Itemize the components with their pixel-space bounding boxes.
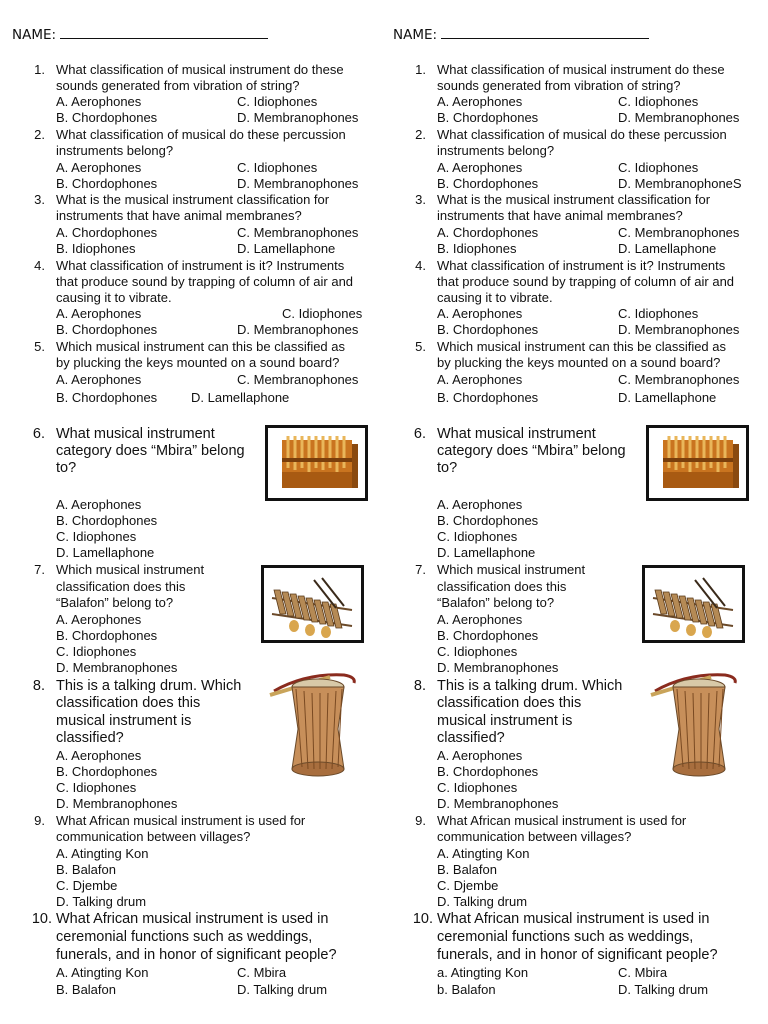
q2-number: 2. — [34, 127, 45, 142]
q4-number: 4. — [34, 258, 45, 273]
q4-text: that produce sound by trapping of column of air and — [437, 274, 735, 289]
q7-text: Which musical instrument — [437, 562, 586, 577]
q7-number: 7. — [415, 562, 426, 577]
q7-text: “Balafon” belong to? — [437, 595, 555, 610]
q4-text: causing it to vibrate. — [437, 290, 553, 305]
q8-number: 8. — [413, 678, 426, 694]
q10-option-c[interactable]: C. Mbira — [618, 965, 668, 980]
q3-text: What is the musical instrument classification for — [437, 192, 711, 207]
q5-option-c[interactable]: C. Membranophones — [618, 372, 740, 387]
q7-option-d[interactable]: D. Membranophones — [437, 660, 559, 675]
q6-number: 6. — [32, 426, 45, 442]
q4-text: causing it to vibrate. — [56, 290, 172, 305]
q9-option-a[interactable]: A. Atingting Kon — [56, 846, 149, 861]
q2-option-b[interactable]: B. Chordophones — [437, 176, 539, 191]
q4-option-b[interactable]: B. Chordophones — [437, 322, 539, 337]
q8-text: classification does this — [437, 695, 582, 711]
q10-text: funerals, and in honor of significant people? — [437, 947, 718, 963]
name-blank-line[interactable] — [60, 29, 268, 39]
talking-drum-image — [266, 669, 366, 781]
q6-text: What musical instrument — [437, 426, 596, 442]
q6-option-d[interactable]: D. Lamellaphone — [437, 545, 536, 560]
mbira-image — [646, 425, 749, 501]
q5-text: by plucking the keys mounted on a sound board? — [56, 355, 340, 370]
q7-text: classification does this — [56, 579, 186, 594]
q8-option-b[interactable]: B. Chordophones — [56, 764, 158, 779]
q9-text: What African musical instrument is used for — [56, 813, 306, 828]
q3-option-c[interactable]: C. Membranophones — [237, 225, 359, 240]
q8-option-b[interactable]: B. Chordophones — [437, 764, 539, 779]
q10-option-a[interactable]: A. Atingting Kon — [56, 965, 149, 980]
q1-number: 1. — [34, 62, 45, 77]
q4-option-a[interactable]: A. Aerophones — [437, 306, 523, 321]
q9-option-c[interactable]: C. Djembe — [56, 878, 118, 893]
q2-text: instruments belong? — [437, 143, 555, 158]
q10-option-c[interactable]: C. Mbira — [237, 965, 287, 980]
q2-option-a[interactable]: A. Aerophones — [437, 160, 523, 175]
q2-option-d[interactable]: D. MembranophoneS — [618, 176, 742, 191]
q8-option-a[interactable]: A. Aerophones — [437, 748, 523, 763]
q6-text: category does “Mbira” belong — [56, 443, 245, 459]
q3-option-b[interactable]: B. Idiophones — [56, 241, 136, 256]
q2-option-c[interactable]: C. Idiophones — [618, 160, 699, 175]
q10-number: 10. — [31, 911, 52, 927]
q10-text: ceremonial functions such as weddings, — [56, 929, 313, 945]
q3-text: What is the musical instrument classification for — [56, 192, 330, 207]
q9-option-a[interactable]: A. Atingting Kon — [437, 846, 530, 861]
q9-text: communication between villages? — [437, 829, 632, 844]
q5-number: 5. — [34, 339, 45, 354]
q4-option-d[interactable]: D. Membranophones — [618, 322, 740, 337]
q6-text: What musical instrument — [56, 426, 215, 442]
q8-text: classified? — [56, 730, 124, 746]
q2-text: What classification of musical do these percussion — [437, 127, 727, 142]
q10-option-d[interactable]: D. Talking drum — [237, 982, 328, 997]
q7-text: “Balafon” belong to? — [56, 595, 174, 610]
name-field[interactable]: NAME: — [393, 27, 649, 43]
name-blank-line[interactable] — [441, 29, 649, 39]
q4-number: 4. — [415, 258, 426, 273]
q4-option-a[interactable]: A. Aerophones — [56, 306, 142, 321]
q5-text: Which musical instrument can this be classified as — [56, 339, 346, 354]
q10-text: funerals, and in honor of significant people? — [56, 947, 337, 963]
q3-number: 3. — [34, 192, 45, 207]
q7-text: classification does this — [437, 579, 567, 594]
q9-option-b[interactable]: B. Balafon — [437, 862, 497, 877]
q1-option-c[interactable]: C. Idiophones — [618, 94, 699, 109]
q8-option-d[interactable]: D. Membranophones — [437, 796, 559, 811]
q10-text: What African musical instrument is used in — [56, 911, 329, 927]
q4-text: What classification of instrument is it? Instruments — [56, 258, 345, 273]
q3-option-c[interactable]: C. Membranophones — [618, 225, 740, 240]
q1-text: sounds generated from vibration of string? — [437, 78, 681, 93]
q1-option-d[interactable]: D. Membranophones — [237, 110, 359, 125]
q9-number: 9. — [34, 813, 45, 828]
q8-option-d[interactable]: D. Membranophones — [56, 796, 178, 811]
balafon-image — [261, 565, 364, 643]
q1-option-a[interactable]: A. Aerophones — [437, 94, 523, 109]
q3-option-d[interactable]: D. Lamellaphone — [618, 241, 717, 256]
q8-number: 8. — [32, 678, 45, 694]
q1-option-c[interactable]: C. Idiophones — [237, 94, 318, 109]
q1-number: 1. — [415, 62, 426, 77]
q9-option-b[interactable]: B. Balafon — [56, 862, 116, 877]
q9-option-c[interactable]: C. Djembe — [437, 878, 499, 893]
q7-option-a[interactable]: A. Aerophones — [56, 612, 142, 627]
q2-option-c[interactable]: C. Idiophones — [237, 160, 318, 175]
q7-option-b[interactable]: B. Chordophones — [437, 628, 539, 643]
q3-number: 3. — [415, 192, 426, 207]
q8-option-a[interactable]: A. Aerophones — [56, 748, 142, 763]
q2-number: 2. — [415, 127, 426, 142]
q3-option-a[interactable]: A. Chordophones — [56, 225, 158, 240]
talking-drum-image — [647, 669, 747, 781]
q10-text: What African musical instrument is used in — [437, 911, 710, 927]
q8-text: This is a talking drum. Which — [56, 678, 242, 694]
q5-text: Which musical instrument can this be classified as — [437, 339, 727, 354]
q9-option-d[interactable]: D. Talking drum — [56, 894, 147, 909]
q6-option-c[interactable]: C. Idiophones — [437, 529, 518, 544]
q5-option-d[interactable]: D. Lamellaphone — [618, 390, 717, 405]
q5-option-a[interactable]: A. Aerophones — [56, 372, 142, 387]
q2-text: What classification of musical do these percussion — [56, 127, 346, 142]
q1-option-d[interactable]: D. Membranophones — [618, 110, 740, 125]
q1-text: sounds generated from vibration of string? — [56, 78, 300, 93]
q10-option-b[interactable]: B. Balafon — [56, 982, 116, 997]
q2-option-a[interactable]: A. Aerophones — [56, 160, 142, 175]
q6-option-b[interactable]: B. Chordophones — [56, 513, 158, 528]
q5-text: by plucking the keys mounted on a sound board? — [437, 355, 721, 370]
q8-text: musical instrument is — [437, 713, 573, 729]
q7-option-c[interactable]: C. Idiophones — [56, 644, 137, 659]
mbira-image — [265, 425, 368, 501]
q4-text: that produce sound by trapping of column of air and — [56, 274, 354, 289]
q10-text: ceremonial functions such as weddings, — [437, 929, 694, 945]
q4-option-c[interactable]: C. Idiophones — [282, 306, 363, 321]
q6-text: category does “Mbira” belong — [437, 443, 626, 459]
balafon-image — [642, 565, 745, 643]
q7-option-a[interactable]: A. Aerophones — [437, 612, 523, 627]
q1-text: What classification of musical instrument do these — [437, 62, 725, 77]
q8-option-c[interactable]: C. Idiophones — [56, 780, 137, 795]
q6-option-b[interactable]: B. Chordophones — [437, 513, 539, 528]
q2-text: instruments belong? — [56, 143, 174, 158]
q10-option-a[interactable]: a. Atingting Kon — [437, 965, 529, 980]
q9-number: 9. — [415, 813, 426, 828]
q7-option-c[interactable]: C. Idiophones — [437, 644, 518, 659]
q3-option-d[interactable]: D. Lamellaphone — [237, 241, 336, 256]
worksheet-right — [381, 0, 765, 1024]
q2-option-d[interactable]: D. Membranophones — [237, 176, 359, 191]
q6-option-d[interactable]: D. Lamellaphone — [56, 545, 155, 560]
q1-option-b[interactable]: B. Chordophones — [56, 110, 158, 125]
q10-option-b[interactable]: b. Balafon — [437, 982, 496, 997]
q6-text: to? — [437, 460, 458, 476]
q5-option-d[interactable]: D. Lamellaphone — [191, 390, 290, 405]
q9-option-d[interactable]: D. Talking drum — [437, 894, 528, 909]
q5-number: 5. — [415, 339, 426, 354]
q10-option-d[interactable]: D. Talking drum — [618, 982, 709, 997]
q4-option-d[interactable]: D. Membranophones — [237, 322, 359, 337]
q9-text: What African musical instrument is used for — [437, 813, 687, 828]
q7-option-b[interactable]: B. Chordophones — [56, 628, 158, 643]
q5-option-c[interactable]: C. Membranophones — [237, 372, 359, 387]
q3-option-b[interactable]: B. Idiophones — [437, 241, 517, 256]
q6-option-a[interactable]: A. Aerophones — [56, 497, 142, 512]
q7-text: Which musical instrument — [56, 562, 205, 577]
q4-text: What classification of instrument is it? Instruments — [437, 258, 726, 273]
q1-option-a[interactable]: A. Aerophones — [56, 94, 142, 109]
q8-text: classification does this — [56, 695, 201, 711]
q4-option-b[interactable]: B. Chordophones — [56, 322, 158, 337]
q1-option-b[interactable]: B. Chordophones — [437, 110, 539, 125]
q10-number: 10. — [412, 911, 433, 927]
q7-number: 7. — [34, 562, 45, 577]
name-field[interactable]: NAME: — [12, 27, 268, 43]
q1-text: What classification of musical instrument do these — [56, 62, 344, 77]
q8-text: This is a talking drum. Which — [437, 678, 623, 694]
q3-text: instruments that have animal membranes? — [437, 208, 683, 223]
q8-option-c[interactable]: C. Idiophones — [437, 780, 518, 795]
q6-text: to? — [56, 460, 77, 476]
q6-number: 6. — [413, 426, 426, 442]
q8-text: classified? — [437, 730, 505, 746]
q8-text: musical instrument is — [56, 713, 192, 729]
q6-option-a[interactable]: A. Aerophones — [437, 497, 523, 512]
q9-text: communication between villages? — [56, 829, 251, 844]
q4-option-c[interactable]: C. Idiophones — [618, 306, 699, 321]
q5-option-b[interactable]: B. Chordophones — [437, 390, 539, 405]
q2-option-b[interactable]: B. Chordophones — [56, 176, 158, 191]
q3-text: instruments that have animal membranes? — [56, 208, 302, 223]
q6-option-c[interactable]: C. Idiophones — [56, 529, 137, 544]
q5-option-b[interactable]: B. Chordophones — [56, 390, 158, 405]
q3-option-a[interactable]: A. Chordophones — [437, 225, 539, 240]
q7-option-d[interactable]: D. Membranophones — [56, 660, 178, 675]
q5-option-a[interactable]: A. Aerophones — [437, 372, 523, 387]
